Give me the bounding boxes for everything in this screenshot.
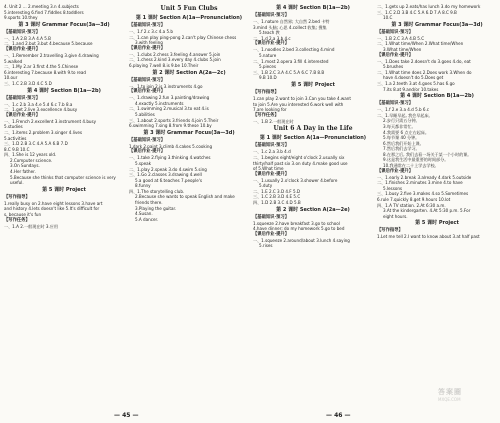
answer-line: 7.然后我们去学习。 [383,146,420,152]
answer-line: 一、1.French 2.excellent 3.instrument 4.busy [4,118,97,124]
watermark-logo [438,387,494,417]
section-heading: 【写作指导】 [253,89,279,95]
answer-line: 二、1.My 2.ar 3.first 4.the 5.Chinese [4,64,79,70]
answer-line: 5.每节课 40 分钟。 [383,135,420,141]
lesson-heading: 第 4 课时 Section B(1a—2b) [400,93,474,100]
answer-line: 5.Because she thinks that computer science is very [10,174,116,180]
answer-line: 一、1.Does take 2.doesn't do 3.goes 4.do, eat [377,58,471,64]
answer-line: 4.我需要 6 点左右起床。 [383,129,429,135]
answer-line: 5.rises [259,243,273,249]
answer-line: 5.abilities [135,111,155,117]
section-heading: 【基础知识·预习】 [377,101,414,107]
answer-line: 5.brushes [383,64,404,70]
answer-line: 5.studies [4,124,23,130]
answer-line: 三、1.C 2.D 3.B 4.C 5.A 6.D 7.A 8.C 9.B [377,9,457,15]
answer-line: 2.Because she wants to speak English and make [135,194,235,200]
answer-line: 10.C [383,15,393,21]
answer-line: eight hours. [383,213,408,219]
lesson-heading: 第 4 课时 Section B(1a—2b) [276,5,350,11]
answer-line: 二、1.get 2.live 3.excellence 4.busy [4,107,78,113]
answer-line: 一、1.early 2.break 3.already 4.dark 5.outside [377,174,472,180]
answer-line: 四、1.She is 12 years old. [4,152,57,158]
section-heading: 【课后作业·提升】 [253,41,290,47]
lesson-heading: 第 2 课时 Section A(2a—2e) [276,206,350,213]
answer-line: 6.swimming 7.sing 8.from 9.these 10.by [129,123,212,129]
answer-line: 二、1.d 2.a 3.b 4.c [253,35,291,41]
answer-line: 一、1.to join 2.is 3.instruments 4.go [129,83,203,89]
section-heading: 【课后作业·提升】 [4,46,41,52]
answer-line: 二、1.most 2.opera 3.fill 4.interested [253,58,329,64]
answer-line: 3.What time/When [383,46,422,52]
answer-line: 8.C 9.B 10.C [4,146,30,152]
answer-line: 三、1.C 2.B 3.D 4.E 5.C [253,194,301,200]
answer-line: 5.teach 教 [259,30,280,36]
answer-line: 7.are looking for [253,107,287,113]
answer-line: 一、1.take 2.flying 3.thinking 4.watches [129,155,211,161]
answer-line: 5.a good at 6.teaches 7.people's [135,177,203,183]
section-heading: 【写作任务】 [4,217,30,223]
answer-line: 3.At the kindergarten. 4.At 5:30 p.m. 5.For [383,208,471,214]
answer-line: thirty/half past six 3.on duty 4.make good use [253,160,348,166]
answer-line: 一、1.B 2.一般现在时 [253,118,294,124]
section-heading: 【基础知识·预习】 [129,137,166,143]
section-heading: 【写作指导】 [4,194,30,200]
answer-line: 1.squeeze 2.have breakfast 3.go to school [253,220,340,226]
answer-line: 2.步行只需五分钟。 [383,118,420,124]
answer-line: 三、1.a 2.teeth 3.at 4.goes 5.has 6.go [377,80,455,86]
lesson-heading: 第 3 课时 Grammar Focus(3a—3d) [143,129,235,136]
lesson-heading: 第 1 课时 Section A(1a—Pronunciation) [135,15,243,21]
answer-line: 5.nature [259,52,277,58]
answer-line: 8.在那之后, 我们去看一场关于某一个小时的课。 [383,151,472,157]
page-footer [0,407,500,419]
answer-line: 6.interesting 7.because 8.with 9.to read [4,69,87,75]
answer-line: 4. Unit 2 ... 2.meeting 3.n 4.subjects [4,4,79,9]
answer-line: 3.Playing the guitar. [135,205,177,211]
answer-line: 一、1.drawing 2.fun 3.painting/drawing [129,95,210,101]
section-heading: 【基础知识·预习】 [253,214,290,220]
answer-line: 一、1.usually 2.o'clock 3.shower 4.before [253,177,338,183]
answer-line: 二、1.gets up 2.eats/has lunch 3.do my homework [377,4,481,9]
answer-line: 二、1.can play ping-pong 2.can't play Chinese chess [129,34,237,40]
answer-line: 5.walked [4,58,23,64]
answer-line: 3.with feeling [135,40,163,46]
answer-line: 4.exactly 5.instruments [135,100,184,106]
answer-line: 10.我通常在二十上学去学校。 [383,163,439,169]
answer-line: 一、1.A 2.一般现在时 3.应用 [4,223,58,229]
answer-line: 二、1.begins eight/eight o'clock 2.usually six [253,154,345,160]
watermark-text: 答案圈 [438,388,462,396]
answer-line: 4.Susan. [135,211,153,217]
answer-line: 4.Her father. [10,169,36,175]
answer-line: 2.Computer science. [10,157,53,163]
section-heading: 【写作任务】 [253,112,279,118]
answer-line: 三、1.C 2.B 3.D 4.C 5.D [4,80,52,86]
answer-line: 1.Let me tell 2.I want to know about 3.at half past [377,234,480,240]
answer-line: 4.have dinner; do my homework 5.go to bed [253,226,345,232]
answer-line: 一、1.nature 自然界; 大自然 2.bed 卡特 [253,19,330,24]
section-heading: 【基础知识·预习】 [377,29,414,35]
section-heading: 【课后作业·提升】 [129,89,166,95]
lesson-heading: 第 3 课时 Grammar Focus(3a—3d) [18,21,110,28]
answer-line: 一、1.A 2.B 3.A 4.A 5.B [4,35,51,41]
watermark-sub: MXQE.COM [438,397,461,402]
section-heading: 【基础知识·预习】 [253,143,290,149]
answer-line: 三、1.B 2.C 3.A 4.C 5.A 6.C 7.B 8.B [253,69,325,75]
lesson-heading: 第 3 课时 Grammar Focus(3a—3d) [391,21,483,28]
answer-line: 一、1.squeeze 2.around/about 3.lunch 4.saying [253,237,350,243]
answer-line: 二、1.What time does 2.Does work 3.When do [377,69,472,75]
answer-line: 三、1.about 2.sports 3.friends 4.join 5.Their [129,117,219,123]
answer-line: 3.每天都非常忙。 [383,123,416,129]
answer-line: 四、1.A TV station. 2.At 6:30 a.m. [377,202,446,208]
answer-line: 3.mind 头脑; 心思 4.collect 收集; 搜集 [253,24,327,30]
answer-line: 二、1.and 2.but 3.but 4.because 5.because [4,41,93,47]
page-number-right: — 46 — [326,412,351,419]
answer-line: have 4.doesn't do 5.Does get [383,75,444,81]
answer-line: 9.B 10.D [259,75,277,81]
answer-line: 5.pieces [259,64,277,70]
answer-line: 5.A dancer. [135,216,159,222]
answer-line: 1.can play 2.want to join 3.Can you take 4.want [253,95,351,101]
column-3 [253,4,373,403]
answer-line: 9.这是我生活中最重要的时间部分。 [383,157,449,163]
lesson-heading: 第 5 课时 Project [42,186,86,193]
column-2 [129,4,249,403]
answer-line: 一、1.B 2.C 3.A 4.B 5.C [377,35,425,41]
answer-line: 10.our [4,75,18,81]
section-heading: 【课后作业·提升】 [129,149,166,155]
answer-line: 一、1.clubs 2.chess 3.feeling 4.answer 5.join [129,51,221,57]
lesson-heading: 第 4 课时 Section B(1a—2b) [27,87,101,94]
answer-line: 7.its 8.at 9.and/or 10.takes [383,86,439,92]
answer-line: 三、1.D 2.B 3.C 4.A 5.A 6.B 7.D [4,141,68,147]
section-heading: 【基础知识·预习】 [129,77,166,83]
section-heading: 【课后作业·提升】 [377,52,414,58]
answer-line: 一、1.noodles 2.bed 3.collecting 4.mind [253,47,335,53]
answer-line: 二、1.items 2.problem 3.singer 4.lives [4,129,83,135]
answer-line: useful. [10,180,24,186]
answer-line: 3.On Sundays. [10,163,40,169]
answer-line: 一、1.c 2.a 3.b 4.d [253,149,291,155]
answer-line: 二、1.finishes 2.minutes 3.mine 4.to have [377,180,463,186]
answer-line: 一、1.f 2.e 3.a 4.d 5.b 6.c [377,107,430,113]
section-heading: 【课后作业·提升】 [4,112,41,118]
answer-line: 四、1.D 2.B 3.C 4.D 5.B [253,200,301,206]
section-heading: 【课后作业·提升】 [253,171,290,177]
section-heading: 【基础知识·预习】 [4,95,41,101]
answer-line: of 5.What time [253,166,284,172]
answer-line: 1.dark 2.paint 3.climb 4.cakes 5.cooking [129,143,213,149]
section-heading: 【基础知识·预习】 [253,13,290,18]
lesson-heading: 第 2 课时 Section A(2a—2c) [152,69,226,76]
section-heading: 【基础知识·预习】 [129,23,166,28]
answer-line: 6.playing 7.well 8.is 9.be 10.Their [129,62,199,68]
answer-line: 5.speak [135,160,152,166]
answer-line: 5.interesting 6.find 7.fiddles 8.toddlers [4,9,84,15]
answer-line: 5.activities [4,135,27,141]
answer-line: friends there. [135,200,163,206]
answer-line: 6.rule 7.quickly 8.get 9.hours 10.lot [377,197,451,203]
column-4 [377,4,497,403]
lesson-heading: 第 5 课时 Project [291,81,335,88]
answer-line: and history 4.lets doesn't like 5.It's difficult for [4,206,100,212]
answer-line: 二、1.play 2.speak 3.do 4.swim 5.sing [129,166,207,172]
unit-title: Unit 6 A Day in the Life [273,125,353,133]
section-heading: 【课后作业·提升】 [377,168,414,174]
section-heading: 【课后作业·提升】 [129,45,166,51]
answer-line: 5.lessons [383,185,403,191]
section-heading: 【课后作业·提升】 [253,231,290,237]
answer-line: 一、1.c 2.b 3.a 4.e 5.d 6.c 7.b 8.a [4,101,73,107]
answer-line: 二、1.早睡早起, 我会早起床。 [377,112,433,118]
answer-line: 5.duty [259,183,273,189]
answer-line: 三、1.Go 2.classes 3.drawing 4.well [129,172,202,178]
answer-line: 二、1.swimming 2.musical 3.to eat 4.is [129,106,209,112]
answer-line: 一、1.Remember 2.travelling 3.give 4.drawing [4,52,99,58]
section-heading: 【写作指导】 [377,228,403,234]
answer-line: 9.sports 10.they [4,15,38,21]
answer-line: 6.然后我们开始上课。 [383,140,424,146]
lesson-heading: 第 1 课时 Section A(1a—Pronunciation) [259,135,367,142]
section-heading: 【基础知识·预习】 [4,29,41,35]
answer-line: 一、1.f 2.c 3.c 4.a 5.b [129,29,173,34]
answer-line: 三、1.busy 2.five 3.makes 4.so 5.Sometimes [377,191,469,197]
answer-line: 二、1.chess 2.kind 3.every day 4.clubs 5.join [129,57,221,63]
answer-line: s, because it's fun [4,212,42,218]
column-1 [4,4,124,403]
answer-line: 二、1.E 2.C 3.D 4.F 5.D [253,188,301,194]
answer-line: to join 5.Are you interested 6.work well with [253,101,344,107]
unit-title: Unit 5 Fun Clubs [160,5,218,12]
answer-line: 8.funny [135,183,151,189]
lesson-heading: 第 5 课时 Project [415,220,459,227]
answer-line: 四、1.The storytelling club. [129,188,185,194]
answer-line: 二、1.What time/When 2.What time/When [377,41,464,47]
page-number-left: — 45 — [114,412,139,419]
answer-line: 1.really busy on 2.have eight lessons 3.have art [4,200,103,206]
